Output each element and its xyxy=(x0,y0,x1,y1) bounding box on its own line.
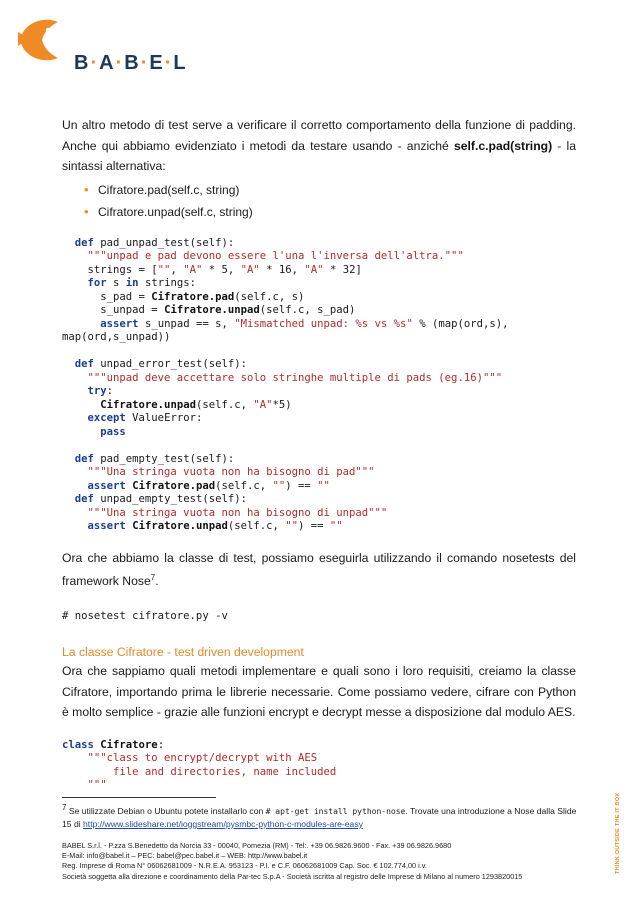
side-tagline: THINK OUTSIDE THE IT BOX xyxy=(615,792,621,874)
code-line: pass xyxy=(100,425,126,438)
code-line: file and directories, name included xyxy=(62,765,337,778)
fish-logo-icon xyxy=(14,12,66,68)
code-line: except ValueError: xyxy=(87,412,203,424)
code-line: s_unpad = Cifratore.unpad(self.c, s_pad) xyxy=(62,304,356,316)
footer-line: BABEL S.r.l. - P.zza S.Benedetto da Norcia 33 - 00040, Pomezia (RM) - Tel:. +39 06.9826.9600 - Fax. +39 06.9826.9680 xyxy=(62,841,452,850)
code-line: assert Cifratore.pad(self.c, "") == "" xyxy=(87,479,330,492)
code-line: """ xyxy=(62,779,107,792)
code-line: def pad_empty_test(self): xyxy=(74,452,235,465)
code-line: """unpad deve accettare solo stringhe multiple di pads (eg.16)""" xyxy=(87,371,503,384)
code-line: try: xyxy=(87,385,114,397)
slideshare-link[interactable]: http://www.slideshare.net/ioggstream/pysmbc-python-c-modules-are-easy xyxy=(83,818,363,829)
footer-line: Reg. Imprese di Roma N° 06062681009 - N.R.E.A. 953123 - P.I. e C.F. 06062681009 Cap. Soc. € 102.774,00 i.v. xyxy=(62,861,427,871)
code-line: def unpad_error_test(self): xyxy=(74,358,247,370)
list-item: • Cifratore.unpad(self.c, string) xyxy=(98,201,576,223)
footnote: 7 Se utilizzate Debian o Ubuntu potete installarlo con # apt-get install python-nose. Trovate una introduzione a Nose dalla Slide 15 di http://www.slideshare.net/ioggstream/pysmbc-python-c-modules-are-easy xyxy=(62,803,577,829)
footer-line: E-Mail: info@babel.it – PEC: babel@pec.babel.it – WEB: http://www.babel.it xyxy=(62,851,308,861)
code-block-class xyxy=(62,739,576,793)
code-line: """Una stringa vuota non ha bisogno di unpad""" xyxy=(87,506,388,519)
company-footer xyxy=(62,841,602,882)
code-line: assert Cifratore.unpad(self.c, "") == "" xyxy=(87,520,343,532)
code-block-tests xyxy=(62,237,576,534)
code-line: assert s_unpad == s, "Mismatched unpad: %s vs %s" % (map(ord,s), xyxy=(100,317,509,330)
nose-paragraph: Ora che abbiamo la classe di test, possiamo eseguirla utilizzando il comando nosetests del framework Nose$^7$. xyxy=(62,550,576,589)
code-line: Cifratore.unpad(self.c, "A"*5) xyxy=(100,398,292,411)
code-line: """unpad e pad devono essere l'una l'inversa dell'altra.""" xyxy=(87,250,464,262)
footnote-divider xyxy=(62,797,216,798)
code-line: def unpad_empty_test(self): xyxy=(74,493,247,505)
intro-paragraph: Un altro metodo di test serve a verificare il corretto comportamento della funzione di padding. Anche qui abbiamo evidenziato i metodi da testare usando - anziché self.c.pad(string) - la sintassi alternativa: xyxy=(62,118,576,173)
company-logo xyxy=(14,12,188,82)
list-item: • Cifratore.pad(self.c, string) xyxy=(98,179,576,201)
code-line: class Cifratore: xyxy=(62,738,165,751)
section-heading: La classe Cifratore - test driven development xyxy=(62,645,304,660)
code-line: s_pad = Cifratore.pad(self.c, s) xyxy=(62,290,305,303)
document-body xyxy=(62,115,576,793)
code-line: """Una stringa vuota non ha bisogno di pad""" xyxy=(87,466,375,478)
command-line: # nosetest cifratore.py -v xyxy=(62,609,228,622)
logo-wordmark: B·A·B·E·L xyxy=(74,52,188,74)
code-line: for s in strings: xyxy=(87,277,196,289)
code-line: def pad_unpad_test(self): xyxy=(74,236,235,249)
function-list xyxy=(62,179,576,223)
code-line: map(ord,s_unpad)) xyxy=(62,331,171,343)
section-paragraph: Ora che sappiamo quali metodi implementare e quali sono i loro requisiti, creiamo la classe Cifratore, importando prima le librerie necessarie. Come possiamo vedere, cifrare con Python è molto semplice - grazie alle funzioni encrypt e decrypt messe a disposizione dal modulo AES. xyxy=(62,664,576,720)
footer-line: Società soggetta alla direzione e coordinamento della Par-tec S.p.A - Società iscritta al registro delle Imprese di Milano al numero 1293820015 xyxy=(62,871,523,881)
code-line: strings = ["", "A" * 5, "A" * 16, "A" * 32] xyxy=(62,263,362,276)
code-line: """class to encrypt/decrypt with AES xyxy=(62,752,318,765)
